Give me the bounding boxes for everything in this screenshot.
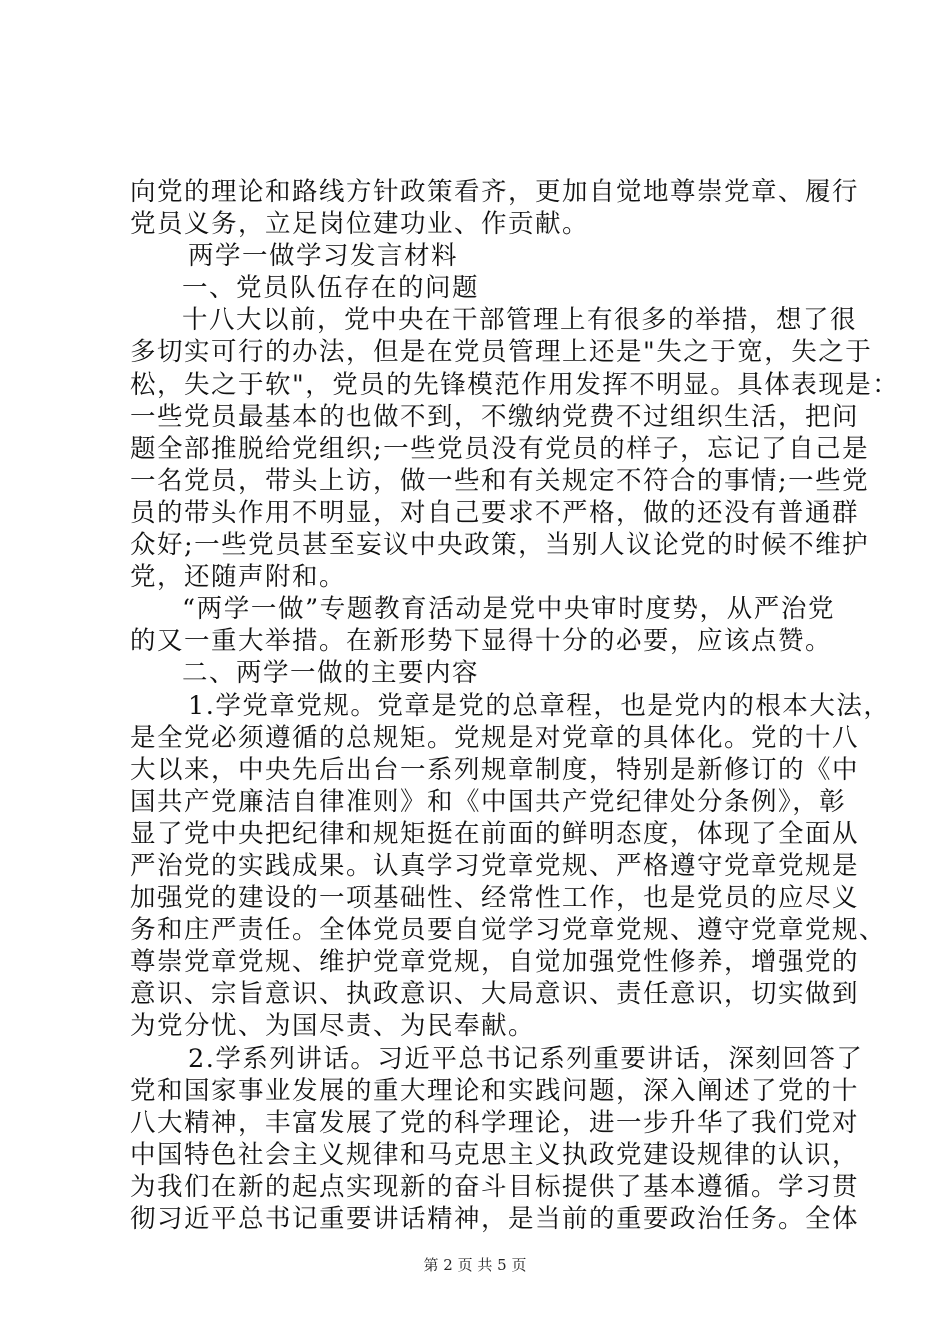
text-line: 一名党员，带头上访，做一些和有关规定不符合的事情;一些党 xyxy=(130,465,870,496)
text-line: 松，失之于软"，党员的先锋模范作用发挥不明显。具体表现是： xyxy=(130,369,900,400)
section-heading: 两学一做学习发言材料 xyxy=(188,241,459,272)
text-line: 党员义务，立足岗位建功业、作贡献。 xyxy=(130,209,590,240)
text-line: 向党的理论和路线方针政策看齐，更加自觉地尊崇党章、履行 xyxy=(130,177,860,207)
text-line: 员的带头作用不明显，对自己要求不严格，做的还没有普通群 xyxy=(130,497,860,528)
paragraph-first-line: 1.学党章党规。党章是党的总章程，也是党内的根本大法， xyxy=(188,690,891,721)
text-line: 一些党员最基本的也做不到，不缴纳党费不过组织生活，把问 xyxy=(130,401,860,432)
text-line: 是全党必须遵循的总规矩。党规是对党章的具体化。党的十八 xyxy=(130,722,860,753)
paragraph-first-line: 2.学系列讲话。习近平总书记系列重要讲话，深刻回答了 xyxy=(188,1043,864,1074)
paragraph-first-line: 十八大以前，党中央在干部管理上有很多的举措，想了很 xyxy=(182,305,858,336)
text-line: 务和庄严责任。全体党员要自觉学习党章党规、遵守党章党规、 xyxy=(130,915,887,946)
text-line: 多切实可行的办法，但是在党员管理上还是"失之于宽，失之于 xyxy=(130,337,873,368)
section-heading: 一、党员队伍存在的问题 xyxy=(182,273,480,304)
page-footer xyxy=(0,1254,950,1275)
text-line: 党，还随声附和。 xyxy=(130,562,347,593)
text-line: 的又一重大举措。在新形势下显得十分的必要，应该点赞。 xyxy=(130,626,833,657)
page-number-label: 第 2 页 共 5 页 xyxy=(423,1256,527,1274)
text-line: 彻习近平总书记重要讲话精神，是当前的重要政治任务。全体 xyxy=(130,1204,860,1234)
text-line: 意识、宗旨意识、执政意识、大局意识、责任意识，切实做到 xyxy=(130,979,860,1010)
text-line: 党和国家事业发展的重大理论和实践问题，深入阐述了党的十 xyxy=(130,1075,860,1106)
section-heading: 二、两学一做的主要内容 xyxy=(182,658,480,689)
text-line: 加强党的建设的一项基础性、经常性工作，也是党员的应尽义 xyxy=(130,883,860,914)
text-line: 众好;一些党员甚至妄议中央政策，当别人议论党的时候不维护 xyxy=(130,530,870,561)
text-line: 题全部推脱给党组织;一些党员没有党员的样子，忘记了自己是 xyxy=(130,433,870,464)
document-body xyxy=(130,176,900,1235)
text-line: 大以来，中央先后出台一系列规章制度，特别是新修订的《中 xyxy=(130,754,860,785)
text-line: 为我们在新的起点实现新的奋斗目标提供了基本遵循。学习贯 xyxy=(130,1171,860,1202)
text-line: 为党分忧、为国尽责、为民奉献。 xyxy=(130,1011,536,1042)
text-line: 严治党的实践成果。认真学习党章党规、严格遵守党章党规是 xyxy=(130,850,860,881)
text-line: 国共产党廉洁自律准则》和《中国共产党纪律处分条例》，彰 xyxy=(130,786,847,817)
text-line: 尊崇党章党规、维护党章党规，自觉加强党性修养，增强党的 xyxy=(130,947,860,978)
text-line: 显了党中央把纪律和规矩挺在前面的鲜明态度，体现了全面从 xyxy=(130,818,860,849)
paragraph-first-line: “两学一做”专题教育活动是党中央审时度势，从严治党 xyxy=(182,594,835,625)
text-line: 八大精神，丰富发展了党的科学理论，进一步升华了我们党对 xyxy=(130,1107,860,1138)
text-line: 中国特色社会主义规律和马克思主义执政党建设规律的认识， xyxy=(130,1139,860,1170)
